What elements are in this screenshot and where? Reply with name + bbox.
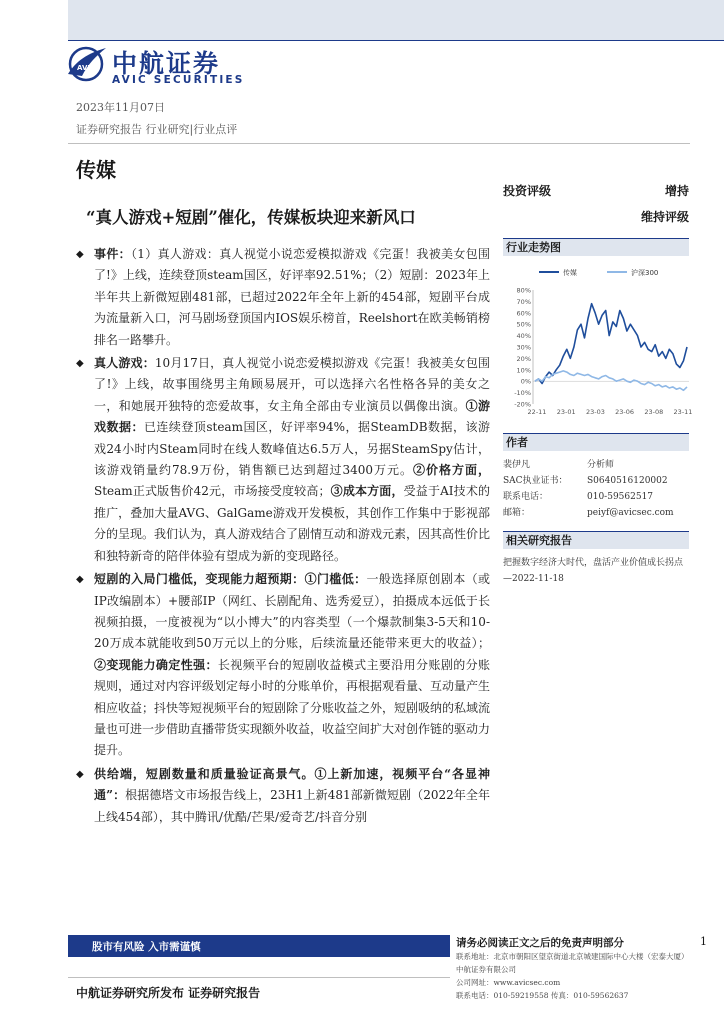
- legend-label: 沪深300: [631, 269, 659, 277]
- y-tick-label: 60%: [516, 309, 531, 318]
- author-phone-label: 联系电话：: [503, 492, 549, 502]
- para-text: 长视频平台的短剧收益模式主要沿用分账剧的分账规则，通过对内容评级划定每小时的分账单价，再根据观看量、互动量产生相应收益；抖快等短视频平台的短剧除了分账收益之外，短剧吸纳的私域流量也可进一步借助直播带货实现额外收益，收益空间扩大对创作链的驱动力提升。: [94, 657, 491, 758]
- related-panel-title: 相关研究报告: [503, 531, 689, 549]
- footer-divider: [68, 977, 450, 978]
- para-keyword: ①门槛低：: [304, 572, 367, 587]
- author-panel-title: 作者: [503, 433, 689, 451]
- para-keyword: ③成本方面，: [330, 484, 404, 499]
- sector-title: 传媒: [76, 158, 116, 182]
- y-tick-label: 70%: [516, 297, 531, 306]
- para-title: 供给端，短剧数量和质量验证高景气。: [94, 766, 315, 781]
- y-tick-label: 10%: [516, 366, 531, 375]
- report-type: 证券研究报告 行业研究|行业点评: [76, 123, 238, 136]
- x-tick-label: 23-08: [644, 408, 664, 416]
- para-keyword: ②价格方面，: [413, 463, 490, 478]
- footer-contact: 联系电话：010-59219558 传真：010-59562637: [456, 991, 629, 1000]
- para-text: 根据德塔文市场报告线上，23H1上新481部新微短剧（2022年全年上线454部），其中腾讯/优酷/芒果/爱奇艺/抖音分别: [94, 788, 490, 824]
- series-line-media: [535, 304, 687, 384]
- para-keyword: ①上新加速，视频平台“各显神通”：: [94, 766, 490, 803]
- report-date: 2023年11月07日: [76, 101, 165, 114]
- author-name-row: [503, 457, 614, 470]
- para-text: 一般选择原创剧本（或IP改编剧本）+腰部IP（网红、长剧配角、选秀爱豆），拍摄成本远低于长视频拍摄，一度被视为“以小博大”的内容类型（一个爆款制集3-5天和10-20万成本就能收到50万元以上的分账，后续流量还能带来更大的收益）；: [94, 572, 490, 651]
- logo-chinese-name: 中航证券: [112, 49, 221, 78]
- author-sac-label: SAC执业证书：: [503, 476, 568, 486]
- y-tick-label: 20%: [516, 354, 531, 363]
- author-email-row: [503, 505, 674, 518]
- industry-trend-chart: [503, 262, 693, 424]
- report-body: [76, 244, 490, 828]
- page-number: 1: [700, 935, 707, 948]
- para-title: 短剧的入局门槛低，变现能力超预期：: [94, 572, 305, 587]
- footer-risk-text: 股市有风险 入市需谨慎: [92, 941, 201, 953]
- para-text: 10月17日，真人视觉小说恋爱模拟游戏《完蛋！我被美女包围了!》上线，故事围绕男主角顾易展开，可以选择六名性格各异的美女之一，和她展开独特的恋爱故事，女主角全部由专业演员以偶像出演。: [94, 356, 490, 413]
- footer-publisher: 中航证券研究所发布 证券研究报告: [76, 986, 261, 1000]
- para-short-drama: [76, 569, 490, 762]
- y-tick-label: -20%: [514, 400, 531, 409]
- x-tick-label: 23-11: [673, 408, 693, 416]
- footer-company: 中航证券有限公司: [456, 965, 516, 974]
- para-title: 真人游戏：: [94, 356, 155, 371]
- header-divider: [68, 143, 690, 144]
- y-tick-label: -10%: [514, 389, 531, 398]
- header-rule: [68, 40, 724, 41]
- diamond-bullet-icon: ◆: [76, 358, 84, 370]
- y-tick-label: 0%: [520, 377, 531, 386]
- x-tick-label: 22-11: [527, 408, 547, 416]
- svg-text:AVIC: AVIC: [77, 64, 96, 72]
- related-report-link[interactable]: 把握数字经济大时代，盘活产业价值成长拐点 —2022-11-18: [503, 558, 684, 584]
- para-text: 受益于AI技术的推广，叠加大量AVG、GalGame游戏开发模板，其创作工作集中于影视部分的呈现。我们认为，真人游戏结合了剧情互动和游戏元素，因其高性价比和独特新奇的陪伴体验有望成为新的变现路径。: [94, 484, 491, 563]
- para-keyword: ②变现能力确定性强：: [94, 657, 218, 672]
- x-tick-label: 23-01: [556, 408, 576, 416]
- legend-label: 传媒: [563, 269, 577, 277]
- author-sac-row: [503, 473, 668, 486]
- para-event: [76, 244, 490, 351]
- footer-address: 联系地址：北京市朝阳区望京街道北京城建国际中心大楼（宏泰大厦）: [456, 952, 689, 961]
- para-keyword: ①游戏数据：: [94, 398, 490, 435]
- y-tick-label: 50%: [516, 320, 531, 329]
- rating-maintain: 维持评级: [640, 210, 689, 224]
- author-email-label: 邮箱：: [503, 508, 531, 518]
- company-logo: [66, 42, 246, 88]
- para-real-game: [76, 353, 490, 567]
- para-title: 事件：: [94, 247, 131, 261]
- avic-wing-icon: [66, 44, 108, 84]
- author-name: 裴伊凡: [503, 460, 531, 470]
- author-sac-value: S0640516120002: [587, 476, 668, 486]
- trend-chart-svg: [503, 262, 693, 424]
- para-text: 已连续登顶steam国区，好评率94%，据SteamDB数据，该游戏24小时内Steam同时在线人数峰值达6.5万人，另据SteamSpy估计，该游戏销量约78.9万份，销售额已达到超过3400万元。: [94, 420, 490, 478]
- author-email-value[interactable]: peiyf@avicsec.com: [587, 508, 674, 518]
- diamond-bullet-icon: ◆: [76, 574, 84, 586]
- diamond-bullet-icon: ◆: [76, 249, 84, 260]
- footer-website[interactable]: 公司网址：www.avicsec.com: [456, 978, 561, 987]
- author-phone-row: [503, 489, 653, 502]
- rating-label: 投资评级: [503, 184, 552, 198]
- rating-value: 增持: [664, 184, 689, 198]
- header-band: [68, 0, 724, 40]
- author-phone-value: 010-59562517: [587, 492, 654, 502]
- author-role: 分析师: [587, 460, 615, 470]
- y-tick-label: 80%: [516, 286, 531, 295]
- report-headline: “真人游戏+短剧”催化，传媒板块迎来新风口: [86, 208, 416, 227]
- para-text: （1）真人游戏：真人视觉小说恋爱模拟游戏《完蛋！我被美女包围了!》上线，连续登顶steam国区，好评率92.51%；（2）短剧：2023年上半年共上新微短剧481部，已超过2022年全年上新的454部，短剧平台成为流量新入口，河马剧场登顶国内IOS娱乐榜首，Reelshort在欧美畅销榜排名一路攀升。: [94, 247, 490, 347]
- logo-english-name: AVIC SECURITIES: [112, 74, 245, 86]
- series-line-csi300: [535, 371, 687, 390]
- diamond-bullet-icon: ◆: [76, 768, 84, 780]
- para-text: Steam正式版售价42元，市场接受度较高；: [94, 484, 331, 499]
- y-tick-label: 30%: [516, 343, 531, 352]
- para-supply: [76, 764, 490, 828]
- y-tick-label: 40%: [516, 332, 531, 341]
- x-tick-label: 23-06: [615, 408, 635, 416]
- footer-disclaimer-notice: 请务必阅读正文之后的免责声明部分: [456, 937, 624, 949]
- x-tick-label: 23-03: [585, 408, 605, 416]
- chart-panel-title: 行业走势图: [503, 238, 689, 256]
